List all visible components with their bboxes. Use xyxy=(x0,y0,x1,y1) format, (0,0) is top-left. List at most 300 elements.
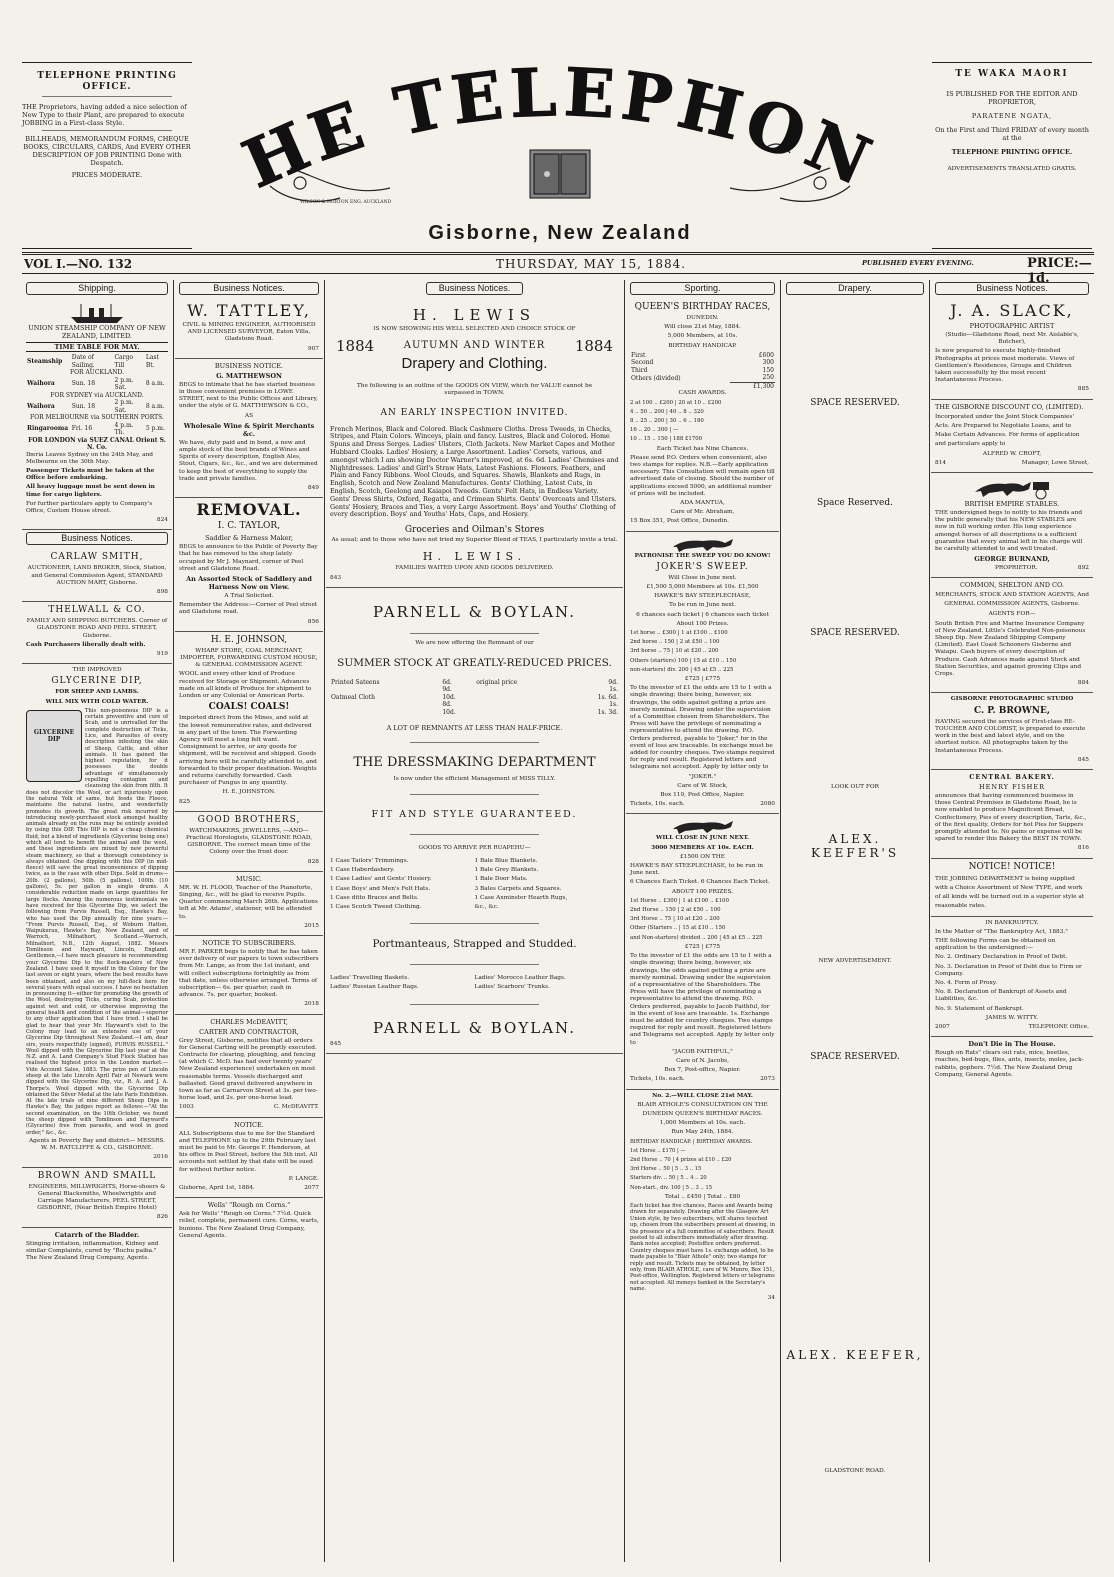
drapery-clothing: Drapery and Clothing. xyxy=(401,355,548,373)
joker-num: 2080 xyxy=(760,801,775,808)
dip-can-label: GLYCERINE DIP xyxy=(33,728,75,743)
music-num: 2015 xyxy=(304,922,319,929)
johnson-num: 825 xyxy=(179,798,191,805)
lewis-name-2: H. LEWIS. xyxy=(422,550,527,564)
safe-door-right xyxy=(561,154,586,194)
column-head-business-1: Business Notices. xyxy=(26,532,168,545)
lewis-num: 843 xyxy=(330,574,342,581)
handicap-table xyxy=(630,352,775,391)
mcd-sub: CARTER AND CONTRACTOR, xyxy=(199,1027,299,1036)
blair-num: 34 xyxy=(767,1294,775,1301)
b-row-4: Starters div. .. 50 | 5 .. 4 .. 20 xyxy=(630,1175,707,1182)
cash-row-4: 10 .. 15 .. 150 | 188 £1700 xyxy=(630,436,703,443)
bankrupt-matter: In the Matter of "The Bankruptcy Act, 1883." xyxy=(935,928,1068,935)
column-head-sporting: Sporting. xyxy=(630,282,775,295)
about-prizes: About 100 Prizes. xyxy=(676,620,729,627)
coals-text: Imported direct from the Mines, and sold at the lowest remunerative rates, and delivered in any part of the town. The Forwarding Agency will meet a long felt want. Consignment to arrive, or any goods for shipment, will be received and shipped. Goods arriving here will be carefully attended to, and forwarded to their proper destination. Weights and returns carefully forwarded. Cash purchaser of Fungus in any quantity. xyxy=(179,715,317,787)
b-row-5: Non-start., div. 100 | 5 .. 3 .. 15 xyxy=(630,1184,713,1191)
taylor-num: 856 xyxy=(307,618,319,625)
pr2-label xyxy=(475,694,570,702)
blair-text: Each ticket has five chances, Races and Awards being drawn for separately. Drawing after the Glasgow Art Union style, by two subscribers, will shares touched up, chosen from the subscribers present at drawing, in the presence of a full committee of subscribers. Result posted to all subscribers immediately after drawing. Bank notes accepted; Postoffice orders preferred. Country cheques must have 1s. exchange added, to be made payable to "Blair Athole" only; two stamps for reply and result. Tickets may be obtained, by letter only, from BLAIR ATHOLE, care of W. Munro, Box 151, Post-office, Wellington. Registered letters or telegrams not accepted. All moneys banked in the Secretary's name. xyxy=(630,1202,775,1293)
burnand-name: GEORGE BURNAND, xyxy=(974,555,1050,564)
hawkes-run: To be run in June next. xyxy=(669,602,736,609)
r1-last: 8 a.m. xyxy=(145,380,165,388)
volume-number: VOL I.—NO. 132 xyxy=(24,257,133,271)
slack-name: J. A. SLACK, xyxy=(950,301,1074,320)
thelwall-note: Cash Purchasers liberally dealt with. xyxy=(26,641,146,648)
corns-text: Ask for Wells' "Rough on Corns." 7½d. Quick relief, complete, permanent cure. Corns, warts, bunions. The New Zealand Drug Company, General Agents. xyxy=(179,1211,319,1239)
pr0-label: original price xyxy=(476,678,518,686)
grocer-text: As usual; and to those who have not tried my Superior Blend of TEAS, I particularly invite a trial. xyxy=(331,537,618,544)
taylor-trial: A Trial Solicited. xyxy=(224,593,274,600)
printing-office-prices: PRICES MODERATE. xyxy=(71,171,143,179)
mcdeavitt-ad xyxy=(175,1015,323,1118)
for-sydney: FOR SYDNEY via AUCKLAND. xyxy=(50,391,144,399)
ada-care: Care of Mr. Abraham, xyxy=(670,509,735,516)
johnson-ad xyxy=(175,632,323,812)
pr1-label xyxy=(475,686,570,694)
thelwall-num: 919 xyxy=(156,650,168,657)
discount-mgr: Manager, Lowe Street, xyxy=(1021,459,1089,466)
members-3000: 3000 MEMBERS AT 10s. EACH. xyxy=(651,844,754,851)
parnell-ad xyxy=(326,588,623,1054)
alex-keefer-2: ALEX. KEEFER, xyxy=(786,1348,924,1362)
bankruptcy-ad xyxy=(931,917,1093,1038)
ada-name: ADA MANTUA, xyxy=(680,499,725,506)
johnson-sig: H. E. JOHNSTON. xyxy=(222,789,276,796)
season-line xyxy=(330,335,619,355)
shipping-company: UNION STEAMSHIP COMPANY OF NEW ZEALAND, LIMITED. xyxy=(28,324,166,340)
column-shipping xyxy=(22,280,172,1560)
thelwall-name: THELWALL & CO. xyxy=(48,605,146,616)
printing-office-box xyxy=(22,62,192,249)
tattley-ad xyxy=(175,299,323,359)
dip-can-illustration xyxy=(26,710,82,782)
pr4-orig: 1s. 3d. xyxy=(597,708,618,716)
goods-right-3: 3 Bales Carpets and Squares. xyxy=(474,885,562,892)
slack-ad xyxy=(931,299,1093,400)
s-total: £725 | £775 xyxy=(684,676,721,682)
bn-text2: We have, duty paid and in bond, a new and ample stock of the best brands of Wines and Spirits of every description, English Ales, Stout, Cigars, &c., &c., and we are determined to keep the best of everything to supply the trade and private families. xyxy=(179,439,318,482)
music-text: MR. W. H. FLOOD, Teacher of the Pianoforte, Singing, &c., will be glad to receive Pupils. Quarter commencing March 26th. Applications left at Mr. Adams', stationer, will be attended to. xyxy=(179,884,318,920)
pr1-orig: 1s. xyxy=(609,686,618,694)
shipping-note-3: For further particulars apply to Company's Office, Custom House street. xyxy=(26,500,153,514)
s2-row-2: 3rd Horse .. 75 | 10 at £20 .. 200 xyxy=(630,916,720,923)
common-ad xyxy=(931,578,1093,693)
handicap-head: BIRTHDAY HANDICAP. xyxy=(668,342,737,349)
s2-row-4: and Non-starters) divided .. 200 | 45 at £5 .. 225 xyxy=(630,934,763,941)
column-business-6 xyxy=(931,280,1093,1560)
dip-mix: WILL MIX WITH COLD WATER. xyxy=(45,698,149,705)
b-row-0: BIRTHDAY HANDICAP. | BIRTHDAY AWARDS. xyxy=(630,1138,753,1145)
jacob-ad xyxy=(626,814,779,1089)
common-name: COMMON, SHELTON AND CO. xyxy=(959,581,1065,590)
s2-row-3: Other (Starters .. | 15 at £10 .. 150 xyxy=(630,925,726,932)
corns-ad xyxy=(175,1198,323,1245)
joker-ad xyxy=(626,532,779,815)
discount-ad xyxy=(931,400,1093,473)
form-4: No. 9. Statement of Bankrupt. xyxy=(935,1005,1024,1012)
smith-num: 898 xyxy=(156,588,168,595)
r2-cargo: 2 p.m. Sat. xyxy=(114,399,134,414)
chances: 6 chances each ticket | 6 chances each ticket xyxy=(636,611,769,618)
corns-head: Wells' "Rough on Corns." xyxy=(207,1201,291,1210)
fisher-num: 816 xyxy=(1077,845,1089,852)
s-row-4: non-starters) div. 200 | 45 at £5 .. 225 xyxy=(630,666,734,673)
hc0-l: First xyxy=(631,351,646,359)
goods-lists xyxy=(330,858,619,913)
thelwall-ad xyxy=(22,602,172,664)
iberia-note: Iberia Leaves Sydney on the 24th May, and Melbourne on the 30th May. xyxy=(26,451,154,465)
column-head-business-6: Business Notices. xyxy=(935,282,1089,295)
column-sporting xyxy=(626,280,779,1560)
blair-no: No. 2.—WILL CLOSE 21st MAY. xyxy=(652,1092,753,1099)
racehorse-icon xyxy=(663,535,743,553)
place-name: Gisborne, New Zealand xyxy=(428,222,692,244)
bn-num: 849 xyxy=(307,485,319,492)
dip-agents: Agents in Poverty Bay and district— MESSRS. W. M. RATCLIFFE & CO., GISBORNE. xyxy=(29,1137,165,1152)
johnson-text: WOOL and every other kind of Produce received for Storage or Shipment. Advances made on all kinds of Produce for shipment to London or any Colonial or American Ports. xyxy=(179,671,312,700)
qbr-title: QUEEN'S BIRTHDAY RACES, xyxy=(634,302,771,312)
bankrupt-text: THE following Forms can be obtained on application to the undersigned:— xyxy=(935,937,1056,952)
issue-date: THURSDAY, MAY 15, 1884. xyxy=(496,257,687,271)
bags-right-1: Ladies' Scarboro' Trunks. xyxy=(474,984,550,991)
masthead-title-art xyxy=(230,58,890,208)
b-row-3: 3rd Horse .. 50 | 5 .. 3 .. 15 xyxy=(630,1166,702,1173)
bags-left xyxy=(330,975,475,993)
coals-head: COALS! COALS! xyxy=(208,702,290,713)
goods-left-2: 1 Case Ladies' and Gents' Hosiery. xyxy=(330,876,432,883)
taylor-assort: An Assorted Stock of Saddlery and Harness Now on View. xyxy=(186,575,312,592)
common-sub: MERCHANTS, STOCK AND STATION AGENTS, And GENERAL COMMISSION AGENTS, Gisborne. xyxy=(935,592,1089,608)
pr3-orig: 1s. xyxy=(609,701,618,709)
col-rule-2 xyxy=(324,280,325,1562)
bn-as: AS xyxy=(244,412,254,419)
subs-num: 2018 xyxy=(304,1001,319,1008)
bags-lists xyxy=(330,975,619,993)
parnell-name-2: PARNELL & BOYLAN. xyxy=(373,1018,576,1037)
catarrh-head: Catarrh of the Bladder. xyxy=(54,1230,140,1239)
smith-ad xyxy=(22,549,172,602)
column-head-business-3: Business Notices. xyxy=(426,282,523,295)
browne-text: HAVING secured the services of First-class RE-TOUCHER AND COLORIST, is prepared to execute work in the best and latest style, and on the shortest notice. All photographs taken by the Instantaneous Process. xyxy=(935,718,1086,754)
space-reserved-3: SPACE RESERVED. xyxy=(810,628,900,638)
hawkes-title: HAWKE'S BAY STEEPLECHASE, xyxy=(654,593,751,600)
qbr-ad xyxy=(626,299,779,532)
brown-name: BROWN AND SMAILL xyxy=(37,1170,157,1181)
die-text: Rough on Rats" clears out rats, mice, beetles, roaches, bed-bugs, flies, ants, insects, moles, jack-rabbits, gophers. 7½d. The New Zealand Drug Company, General Agents. xyxy=(935,1050,1084,1078)
dip-num: 2016 xyxy=(153,1154,168,1161)
summer-stock: SUMMER STOCK AT GREATLY-REDUCED PRICES. xyxy=(337,656,612,669)
goods-right-5: &c., &c. xyxy=(474,903,499,910)
bn-sub: G. MATTHEWSON xyxy=(216,371,282,380)
pr0-now: 6d. xyxy=(442,678,452,686)
about-2: ABOUT 100 PRIZES. xyxy=(671,888,734,895)
burnand-num: 892 xyxy=(1077,565,1089,572)
th-cargo: Cargo Till xyxy=(114,354,133,369)
te-waka-l4: TELEPHONE PRINTING OFFICE. xyxy=(951,148,1073,156)
hc2-v: 150 xyxy=(762,366,774,374)
lewis-ad xyxy=(326,299,623,588)
jacob-care: Care of N. Jacobs, xyxy=(676,1057,729,1064)
th-date: Date of Sailing. xyxy=(71,354,95,369)
goods-left-4: 1 Case ditto Braces and Belts. xyxy=(330,894,419,901)
families: FAMILIES WAITED UPON AND GOODS DELIVERED. xyxy=(395,565,554,572)
brown-desc: ENGINEERS, MILLWRIGHTS, Horse-shoers & General Blacksmiths, Wheelwrights and Carriage Manufacturers, PEEL STREET, GISBORNE, (Near British Empire Hotel) xyxy=(28,1183,166,1212)
r2-last: 8 a.m. xyxy=(145,402,165,410)
jacob-num: 2073 xyxy=(760,1076,775,1083)
masthead-title-path: HE TELEPHON xyxy=(232,58,887,204)
bn-text: BEGS to intimate that he has started business in those convenient premises in LOWE STREET, next to the Public Offices and Library, under the style of G. MATTHEWSON & CO., xyxy=(179,381,318,410)
johnson-name: H. E. JOHNSON, xyxy=(210,634,288,645)
browne-num: 845 xyxy=(1077,756,1089,763)
lewis-name: H. LEWIS xyxy=(412,306,537,324)
pool-line: £1500 ON THE xyxy=(679,853,726,860)
lewis-sub: IS NOW SHOWING HIS WELL SELECTED AND CHOICE STOCK OF xyxy=(373,326,576,332)
form-2: No. 4. Form of Proxy. xyxy=(935,979,998,986)
space-reserved-4: SPACE RESERVED. xyxy=(810,1052,900,1062)
blair-ad xyxy=(626,1090,779,1307)
goods-left-1: 1 Case Haberdashery. xyxy=(330,867,395,874)
brown-ad xyxy=(22,1168,172,1228)
grocer-head: Groceries and Oilman's Stores xyxy=(404,525,545,536)
bn-wine: Wholesale Wine & Spirit Merchants &c. xyxy=(183,421,315,438)
lewis-goods-list: French Merinos, Black and Colored. Black Cashmere Cloths. Dress Tweeds, in Checks, Stripes, and Plain Colors. Winceys, plain and fancy. Lustres, Black and Colored. Home Spuns and Dress Serges. Ladies' Ulsters, Cloth Jackets. New Market Capes and Mother Hubbard Cloaks. Ladies' Hosiery, a Large Assortment. Ladies' Corsets, various, and amongst which I am showing Doctor Warner's improved, at 6s. 6d. Ladies' Chemises and Nightdresses. Ladies' and Girl's Straw Hats, Latest Fashions. Flowers. Feathers, and Plain and Fancy Ribbons. Wool Clouds, and Squares. Shawls, Blankets and Rugs, in English, Scotch and New Zealand Manufactures. Gents' Clothing, Latest Cuts, in English, Scotch, Geelong and Kaiapoi Tweeds. Gents' Felt Hats, in Endless Variety. Gents' Dress Shirts, Oxford, Regatta, and Crimean Shirts. Gents' Overcoats and Ulsters. Gents' Hosiery, Braces and Ties, a very Large Assortment. Boys' and Youths' Clothing of every description. Boys' and Youths' Hats, Caps, and Hosiery. xyxy=(330,424,619,519)
te-waka-l1: IS PUBLISHED FOR THE EDITOR AND PROPRIETOR, xyxy=(946,90,1078,106)
smith-name: CARLAW SMITH, xyxy=(50,552,144,563)
pr3-now: 8d. xyxy=(442,701,452,709)
chances-2: 6 Chances Each Ticket. 6 Chances Each Ticket. xyxy=(630,879,770,886)
s-row-3: Others (starters) 100 | 15 at £10 .. 150 xyxy=(630,657,737,664)
horse-carriage-icon xyxy=(967,476,1057,500)
col-rule-3 xyxy=(624,280,625,1562)
column-business-3 xyxy=(326,280,623,1560)
studio-head: GISBORNE PHOTOGRAPHIC STUDIO xyxy=(950,696,1074,703)
joker-text: To the investor of £1 the odds are 15 to 1 with a single drawing; there being, however, six drawings, the odds against getting a prize are merely nominal. Drawing under the supervision of a Committee chosen from Shareholders. The Press will have the privilege of nominating a representative to attend the drawing. P.O. Orders preferred, payable to "Joker," for in the event of loss are traceable. In exchange must be added for country cheques. Two stamps required for reply and result. Registered letters and telegrams not accepted. Apply by letter only to xyxy=(630,685,775,771)
cash-row-0: 2 at 100 .. £200 | 20 at 10 .. £200 xyxy=(630,399,722,406)
s-row-2: 3rd horse .. 75 | 10 at £20 .. 200 xyxy=(630,648,719,655)
jacob-box: Box 7, Post-office, Napier. xyxy=(664,1067,741,1074)
year-left: 1884 xyxy=(336,337,375,356)
qbr-close: Will close 21st May, 1884. xyxy=(664,324,741,331)
stables-head: BRITISH EMPIRE STABLES. xyxy=(964,500,1060,509)
year-right: 1884 xyxy=(574,337,613,356)
goods-right-4: 1 Case Axminster Hearth Rugs, xyxy=(474,894,568,901)
r3-cargo: 4 p.m. Th. xyxy=(114,421,134,436)
joker-tix: Tickets, 10s. each. xyxy=(630,801,685,808)
form-3: No. 8. Declaration of Bankrupt of Assets and Liabilities, &c. xyxy=(935,989,1067,1003)
goods-left-3: 1 Case Boys' and Men's Felt Hats. xyxy=(330,885,431,892)
remnants-line: A LOT OF REMNANTS AT LESS THAN HALF-PRICE. xyxy=(386,724,563,733)
masthead-title xyxy=(230,58,890,208)
for-melbourne: FOR MELBOURNE via SOUTHERN PORTS. xyxy=(30,414,164,421)
dressmaking-head: THE DRESSMAKING DEPARTMENT xyxy=(353,755,596,771)
good-num: 828 xyxy=(307,858,319,865)
for-london: FOR LONDON via SUEZ CANAL Orient S. N. Co. xyxy=(28,436,166,451)
common-num: 884 xyxy=(1077,680,1089,687)
column-head-business-2: Business Notices. xyxy=(179,282,319,295)
subscribers-ad xyxy=(175,936,323,1015)
fisher-text: announces that having commenced business in those Central Premises in Gladstone Road, he is now enabled to produce Magnificent Bread, Confectionery, Pies of every description, Tarts, &c., of the first quality. Orders for hot Pies for Suppers promptly attended to. No pains or expense will be spared to render this Bakery the BEST IN TOWN. xyxy=(935,792,1087,843)
pr1-now: 9d. xyxy=(442,686,452,694)
jokers-sweep: JOKER'S SWEEP. xyxy=(656,561,749,572)
fit-style: FIT AND STYLE GUARANTEED. xyxy=(371,808,578,820)
jacob-tix: Tickets, 10s. each. xyxy=(630,1076,685,1083)
johnson-desc: WHARF STORE, COAL MERCHANT, IMPORTER, FORWARDING CUSTOM HOUSE, & GENERAL COMMISSION AGENT. xyxy=(180,647,318,669)
bakery-head: CENTRAL BAKERY. xyxy=(969,772,1055,781)
cash-row-1: 4 .. 50 .. 200 | 40 .. 8 .. 320 xyxy=(630,408,704,415)
tattley-name: W. TATTLEY, xyxy=(187,301,311,320)
taylor-addr: Remember the Address:—Corner of Peel street and Gladstone road. xyxy=(179,602,318,616)
die-head: Don't Die in The House. xyxy=(968,1040,1056,1049)
patronise: PATRONISE THE SWEEP YOU DO KNOW! xyxy=(634,552,771,559)
nine-chances: Each Ticket has Nine Chances. xyxy=(656,445,749,452)
mcd-name: CHARLES McDEAVITT, xyxy=(210,1017,288,1026)
taylor-text: BEGS to announce to the Public of Poverty Bay that he has removed to the shop lately occupied by Mr J. Maynard, corner of Peel street and Gladstone Road. xyxy=(179,544,318,572)
col-rule-1 xyxy=(173,280,174,1562)
witty-name: JAMES W. WITTY. xyxy=(985,1014,1039,1021)
slack-num: 885 xyxy=(1077,386,1089,393)
pr2-orig: 1s. 6d. xyxy=(597,693,618,701)
smith-desc: AUCTIONEER, LAND BROKER, Stock, Station, and General Commission Agent, STANDARD AUCTION MART, Gisborne. xyxy=(27,565,167,586)
dressmaking-sub: Is now under the efficient Management of MISS TILLY. xyxy=(393,776,556,783)
published-every-evening: PUBLISHED EVERY EVENING. xyxy=(862,259,974,267)
price-table xyxy=(330,679,619,717)
good-ad xyxy=(175,812,323,872)
shipping-note-1: Passenger Tickets must be taken at the Office before embarking. xyxy=(26,467,155,482)
agents-for: AGENTS FOR— xyxy=(988,611,1036,618)
place-line xyxy=(400,222,720,248)
bags-right-0: Ladies' Morocco Leather Bags. xyxy=(474,975,566,982)
for-auckland: FOR AUCKLAND. xyxy=(69,369,125,376)
bakery-ad xyxy=(931,770,1093,859)
cash-row-3: 16 .. 20 .. 300 | — xyxy=(630,427,679,434)
alex-keefer-1: ALEX. KEEFER'S xyxy=(810,832,900,860)
column-head-drapery: Drapery. xyxy=(786,282,924,295)
pr1-item xyxy=(330,686,441,694)
jokers-close: Will Close in June next. xyxy=(668,574,737,581)
shipping-num: 824 xyxy=(156,517,168,524)
te-waka-l2: PARATENE NGATA, xyxy=(971,112,1053,120)
b-total: Total .. £450 | Total .. £80 xyxy=(664,1193,741,1200)
ada-num: 15 xyxy=(630,518,638,525)
r1-cargo: 2 p.m. Sat. xyxy=(114,376,134,391)
hc1-l: Second xyxy=(631,359,654,367)
te-waka-maori-box xyxy=(932,62,1092,249)
pr3-item xyxy=(330,701,441,709)
remnant-intro: We are now offering the Remnant of our xyxy=(415,639,534,646)
bags-right xyxy=(475,975,620,993)
slack-text: Is now prepared to execute highly-finished Photographs at prices most moderate. Views of Gentlemen's Residences, Groups and Children taken successfully by the most recent Instantaneous Process. xyxy=(935,348,1075,384)
blair-run: Run May 24th, 1884. xyxy=(671,1129,734,1136)
blair-members: 1,000 Members at 10s. each. xyxy=(659,1120,746,1127)
discount-sig: ALFRED W. CROFT, xyxy=(982,450,1042,457)
hc-total: £1,300 xyxy=(730,382,775,390)
jobbing-notice-ad xyxy=(931,859,1093,917)
discount-name: THE GISBORNE DISCOUNT CO, (LIMITED). xyxy=(935,402,1084,411)
hc3-v: 250 xyxy=(762,374,774,382)
pr4-label xyxy=(475,709,570,717)
portmanteaus: Portmanteaus, Strapped and Studded. xyxy=(372,938,577,951)
r3-last: 5 p.m. xyxy=(145,425,165,433)
hc1-v: 300 xyxy=(762,359,774,367)
discount-num: 814 xyxy=(935,459,947,466)
lange-date: Gisborne, April 1st, 1884. xyxy=(179,1185,255,1192)
ada-box: Box 351, Post Office, Dunedin. xyxy=(639,518,729,525)
column-head-shipping: Shipping. xyxy=(26,282,168,295)
r1-ship: Waihora xyxy=(27,380,55,388)
shipping-note-2: All heavy luggage must be sent down in time for cargo lighters. xyxy=(26,484,155,498)
subs-head: NOTICE TO SUBSCRIBERS. xyxy=(202,938,296,947)
te-waka-l5: ADVERTISEMENTS TRANSLATED GRATIS. xyxy=(947,166,1077,172)
hc2-l: Third xyxy=(631,366,648,374)
gladstone-road: GLADSTONE ROAD. xyxy=(824,1468,886,1474)
engraver-credit: WILSON & HORTON ENG. AUCKLAND xyxy=(300,200,392,205)
burnand-prop: PROPRIETOR. xyxy=(995,565,1038,572)
lange-sig: P. LANGE. xyxy=(288,1175,319,1182)
matthewson-ad xyxy=(175,359,323,498)
agents-text: South British Fire and Marine Insurance Company of New Zealand. Little's Celebrated Non-poisonous Sheep Dip. New Zealand Shipping Company (Limited). East Coast Schooners Gisborne and Waiapu. Cash buyers of every description of Produce. Cash Advances made against Stock and Station Securities, and against growing Clips and Crops. xyxy=(935,620,1086,678)
slack-sub: PHOTOGRAPHIC ARTIST xyxy=(969,322,1055,330)
r3-ship: Ringarooma xyxy=(27,425,69,433)
joker-sig: "JOKER." xyxy=(688,773,717,780)
goods-right-1: 1 Bale Grey Blankets. xyxy=(474,867,539,874)
pr3-label xyxy=(475,701,570,709)
column-business-2 xyxy=(175,280,323,1560)
s2-row-1: 2nd Horse .. 150 | 2 at £50 .. 100 xyxy=(630,907,721,914)
jacob-sig: "JACOB FAITHFUL," xyxy=(672,1048,733,1055)
price: PRICE:—1d. xyxy=(1027,256,1092,286)
blair-title: BLAIR ATHOLE'S CONSULTATION ON THE xyxy=(637,1101,768,1108)
pr0-orig: 9d. xyxy=(608,678,618,686)
cash-row-2: 8 .. 25 .. 200 | 30 .. 6 .. 180 xyxy=(630,417,704,424)
thelwall-desc: FAMILY AND SHIPPING BUTCHERS. Corner of GLADSTONE ROAD AND PEEL STREET, Gisborne. xyxy=(26,618,168,639)
taylor-name: I. C. TAYLOR, xyxy=(217,521,281,532)
joker-box: Box 119, Post Office, Napier. xyxy=(660,792,745,799)
joker-care: Care of W. Stock, xyxy=(677,782,728,789)
early-inspection: AN EARLY INSPECTION INVITED. xyxy=(380,407,569,418)
discount-text: Incorporated under the Joint Stock Companies' Acts. Are Prepared to Negotiate Loans, and to Make Certain Advances. For forms of application and particulars apply to xyxy=(935,413,1080,447)
brown-num: 826 xyxy=(156,1214,168,1221)
mcd-num: 1003 xyxy=(179,1104,194,1111)
slack-studio: (Studio—Gladstone Road, next Mr. Aislabie's, Butcher), xyxy=(945,332,1079,346)
goods-left-5: 1 Case Scotch Tweed Clothing. xyxy=(330,903,422,910)
te-waka-title: TE WAKA MAORI xyxy=(955,69,1069,79)
glycerine-ad xyxy=(22,664,172,1167)
shipping-ad xyxy=(22,299,172,530)
pr2-item: Oatmeal Cloth xyxy=(331,693,375,701)
b-row-1: 1st Horse .. £170 | — xyxy=(630,1147,686,1154)
goods-right xyxy=(475,858,620,913)
subs-text: MR F. PARKER begs to notify that he has taken over delivery of our papers to town subscribers from Mr. Lange, as from the 1st instant, and will collect subscriptions fortnightly as from that date, unless otherwise arranged. Terms of subscription— 6s. per quarter, cash in advance. 7s. per quarter, booked. xyxy=(179,948,319,999)
s-row-0: 1st horse .. £300 | 1 at £100 .. £100 xyxy=(630,629,728,636)
qbr-members: 5,000 Members, at 10s. xyxy=(667,333,738,340)
hc3-l: Others (divided) xyxy=(631,374,681,382)
racehorse-icon-2 xyxy=(663,817,743,835)
notice-text: THE JOBBING DEPARTMENT is being supplied with a Choice Assortment of New TYPE, and work of all kinds will be turned out in a superior style at reasonable rates. xyxy=(935,875,1085,909)
catarrh-ad xyxy=(22,1228,172,1268)
r1-date: Sun. 18 xyxy=(71,380,96,388)
lange-text: ALL Subscriptions due to me for the Standard and TELEPHONE up to the 29th February last must be paid to Mr. George F. Henderson, at his office in Peel Street, before the 5th inst. All accounts not settled by that date will be sued for without further notice. xyxy=(179,1130,318,1173)
qbr-text: Please send P.O. Orders when convenient, also two stamps for replies. N.B.—Early application necessary. This Consultation will remain open till advertised date of closing. Should the number of applications exceed 5000, an additional number of prizes will be included. xyxy=(630,454,775,497)
bags-left-0: Ladies' Travelling Baskets. xyxy=(330,975,410,982)
r3-date: Fri. 16 xyxy=(71,425,93,433)
goods-right-0: 1 Bale Blue Blankets. xyxy=(474,857,538,864)
bn-head: BUSINESS NOTICE. xyxy=(214,361,284,370)
mcd-sig: C. McDEAVITT. xyxy=(273,1104,319,1111)
shipping-table xyxy=(26,354,168,452)
music-ad xyxy=(175,872,323,936)
